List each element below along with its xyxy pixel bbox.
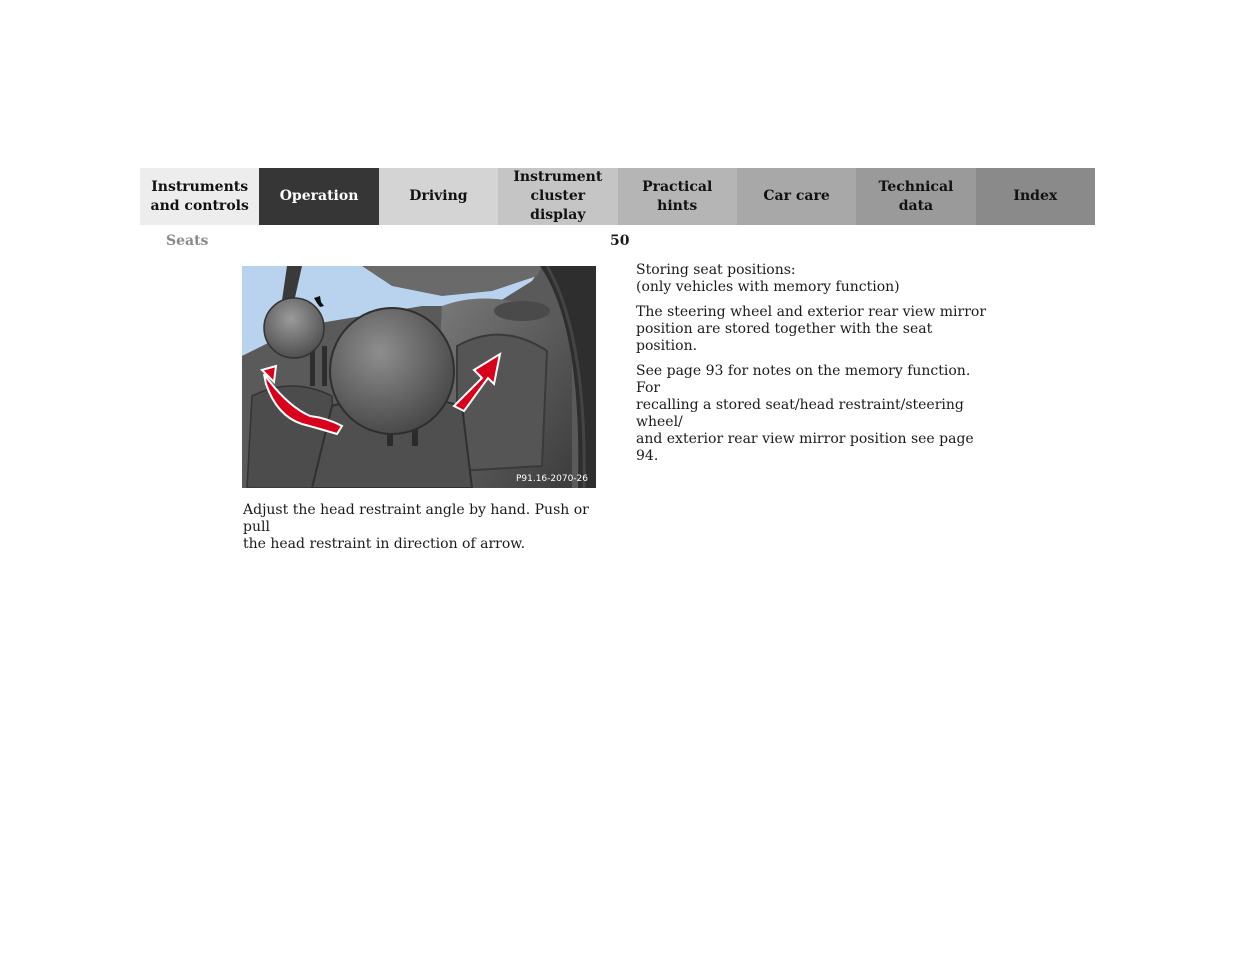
tab-instrument-cluster-display[interactable]: Instrument cluster display [498,168,617,225]
text-line: position are stored together with the seat position. [636,321,933,354]
tab-instruments-and-controls[interactable]: Instruments and controls [140,168,259,225]
text-line: and exterior rear view mirror position see page 94. [636,431,974,464]
section-title: Seats [166,233,209,249]
memory-function-text [636,262,996,473]
seat-illustration-graphic [242,266,596,488]
tab-operation[interactable]: Operation [259,168,378,225]
tab-index[interactable]: Index [976,168,1095,225]
text-line: recalling a stored seat/head restraint/steering wheel/ [636,397,964,430]
figure-code: P91.16-2070-26 [515,474,588,484]
tab-car-care[interactable]: Car care [737,168,856,225]
page-number: 50 [610,233,630,249]
text-line: Storing seat positions: [636,262,796,278]
paragraph-storing-seat-positions [636,262,996,296]
main-nav-tabs [140,168,1095,225]
text-line: (only vehicles with memory function) [636,279,900,295]
head-restraint-illustration [242,266,596,488]
illustration-caption [243,502,603,553]
caption-line: Adjust the head restraint angle by hand. Push or pull [243,502,589,535]
paragraph-stored-together [636,304,996,355]
paragraph-see-page [636,363,996,465]
tab-technical-data[interactable]: Technical data [856,168,975,225]
tab-practical-hints[interactable]: Practical hints [618,168,737,225]
tab-driving[interactable]: Driving [379,168,498,225]
caption-line: the head restraint in direction of arrow. [243,536,526,552]
text-line: See page 93 for notes on the memory function. For [636,363,971,396]
text-line: The steering wheel and exterior rear view mirror [636,304,987,320]
